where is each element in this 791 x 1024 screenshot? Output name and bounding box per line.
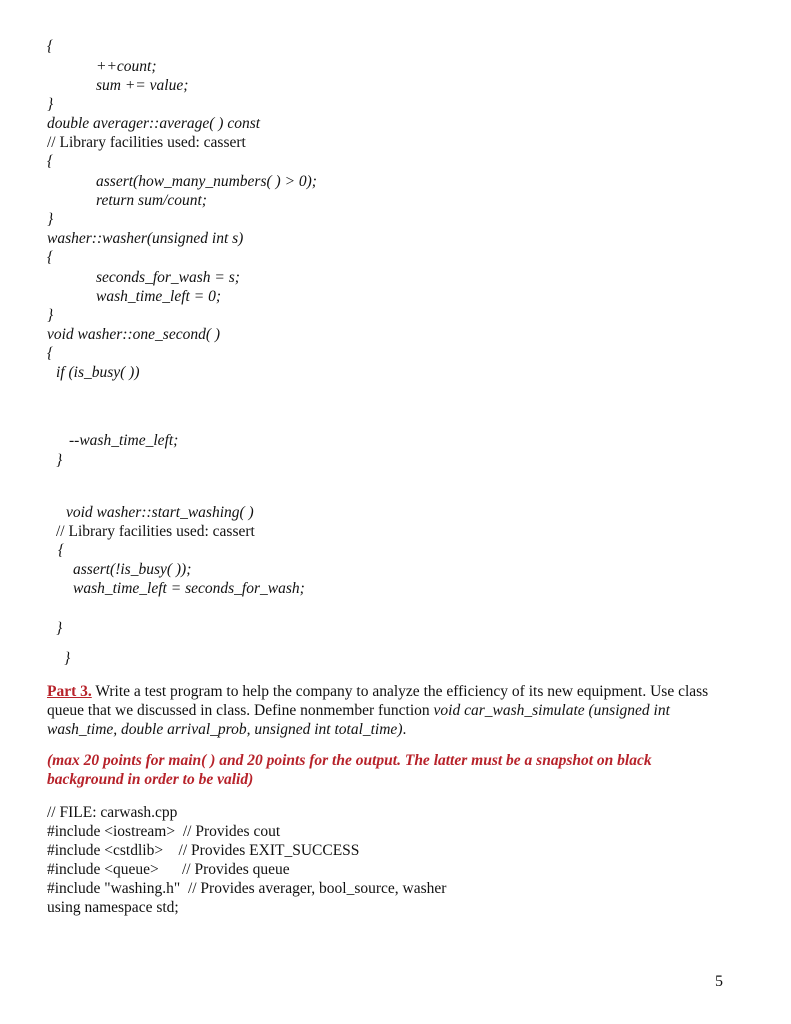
code-line: washer::washer(unsigned int s): [47, 230, 244, 247]
code-line: using namespace std;: [47, 899, 179, 916]
code-line: {: [47, 345, 54, 362]
code-line: }: [64, 650, 71, 667]
code-line: if (is_busy( )): [56, 364, 140, 381]
code-comment: // Library facilities used: cassert: [47, 134, 246, 151]
code-line: }: [47, 211, 54, 228]
part3-label: Part 3.: [47, 683, 92, 700]
code-line: seconds_for_wash = s;: [96, 269, 240, 286]
part3-body-end: .: [402, 721, 407, 738]
code-line: ++count;: [96, 58, 157, 75]
code-line: void washer::start_washing( ): [66, 504, 254, 521]
grading-note: (max 20 points for main( ) and 20 points for the output. The latter must be a snapshot on black background in order to be valid): [47, 752, 652, 788]
code-line: {: [58, 542, 65, 559]
code-line: wash_time_left = seconds_for_wash;: [73, 580, 305, 597]
code-line: return sum/count;: [96, 192, 207, 209]
code-line: assert(how_many_numbers( ) > 0);: [96, 173, 317, 190]
part3-paragraph: [47, 682, 727, 739]
code-line: #include <cstdlib> // Provides EXIT_SUCCESS: [47, 842, 360, 859]
code-line: {: [47, 153, 54, 170]
code-line: sum += value;: [96, 77, 189, 94]
code-line: #include <queue> // Provides queue: [47, 861, 290, 878]
code-line: // FILE: carwash.cpp: [47, 804, 178, 821]
function-signature: void car_wash_simulate (unsigned int wash_time, double arrival_prob, unsigned int total_time): [47, 702, 670, 738]
code-line: assert(!is_busy( ));: [73, 561, 192, 578]
code-line: {: [47, 38, 54, 55]
code-line: }: [47, 96, 54, 113]
code-line: #include <iostream> // Provides cout: [47, 823, 281, 840]
code-comment: // Library facilities used: cassert: [56, 523, 255, 540]
page-number: 5: [715, 973, 723, 990]
code-line: }: [47, 307, 54, 324]
code-line: {: [47, 249, 54, 266]
code-line: --wash_time_left;: [69, 432, 179, 449]
code-line: double averager::average( ) const: [47, 115, 261, 132]
code-line: void washer::one_second( ): [47, 326, 221, 343]
code-line: #include "washing.h" // Provides averager, bool_source, washer: [47, 880, 447, 897]
code-line: wash_time_left = 0;: [96, 288, 221, 305]
code-line: }: [56, 452, 63, 469]
part3-body: Write a test program to help the company to analyze the efficiency of its new equipment. Use class queue that we discussed in class. Define nonmember function: [47, 683, 709, 719]
code-line: }: [56, 620, 63, 637]
